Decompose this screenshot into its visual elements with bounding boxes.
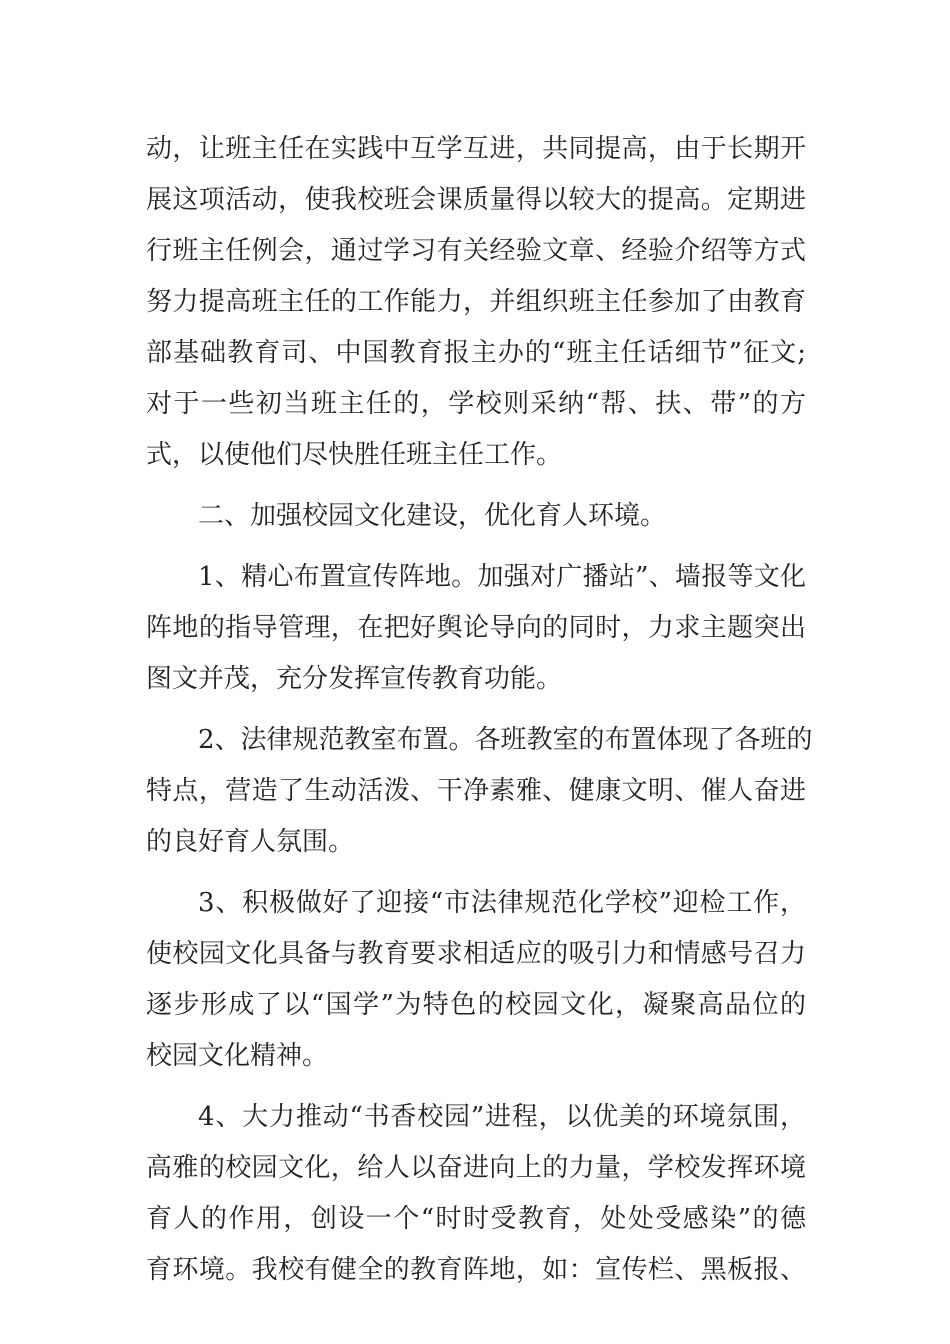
text-line: 对于一些初当班主任的，学校则采纳“帮、扶、带”的方	[146, 389, 806, 419]
text-line: 展这项活动，使我校班会课质量得以较大的提高。定期进	[146, 185, 806, 215]
text-line: 育环境。我校有健全的教育阵地，如：宣传栏、黑板报、	[146, 1255, 806, 1285]
text-line: 的良好育人氛围。	[146, 827, 355, 857]
text-line: 4、大力推动“书香校园”进程，以优美的环境氛围，	[198, 1102, 806, 1132]
text-line: 行班主任例会，通过学习有关经验文章、经验介绍等方式	[146, 236, 806, 266]
paragraph-item-4	[146, 1092, 806, 1296]
paragraph-class-meeting	[146, 124, 806, 481]
text-line: 努力提高班主任的工作能力，并组织班主任参加了由教育	[146, 287, 806, 317]
text-line: 1、精心布置宣传阵地。加强对广播站”、墙报等文化	[198, 562, 806, 592]
text-line: 式，以使他们尽快胜任班主任工作。	[146, 440, 563, 470]
text-line: 育人的作用，创设一个“时时受教育，处处受感染”的德	[146, 1204, 806, 1234]
text-line: 特点，营造了生动活泼、干净素雅、健康文明、催人奋进	[146, 776, 806, 806]
text-line: 图文并茂，充分发挥宣传教育功能。	[146, 664, 563, 694]
document-body	[146, 124, 813, 1296]
paragraph-item-1	[146, 552, 806, 705]
section-heading: 二、加强校园文化建设，优化育人环境。	[198, 501, 667, 531]
paragraph-item-2	[146, 715, 813, 868]
text-line: 2、法律规范教室布置。各班教室的布置体现了各班的	[198, 725, 813, 755]
paragraph-item-3	[146, 878, 806, 1082]
text-line: 阵地的指导管理，在把好舆论导向的同时，力求主题突出	[146, 613, 806, 643]
text-line: 动，让班主任在实践中互学互进，共同提高，由于长期开	[146, 134, 806, 164]
section-heading-campus-culture	[146, 491, 806, 542]
text-line: 3、积极做好了迎接“市法律规范化学校”迎检工作，	[198, 888, 806, 918]
text-line: 部基础教育司、中国教育报主办的“班主任话细节”征文;	[146, 338, 806, 368]
text-line: 校园文化精神。	[146, 1041, 329, 1071]
text-line: 使校园文化具备与教育要求相适应的吸引力和情感号召力	[146, 939, 806, 969]
text-line: 高雅的校园文化，给人以奋进向上的力量，学校发挥环境	[146, 1153, 806, 1183]
text-line: 逐步形成了以“国学”为特色的校园文化，凝聚高品位的	[146, 990, 806, 1020]
